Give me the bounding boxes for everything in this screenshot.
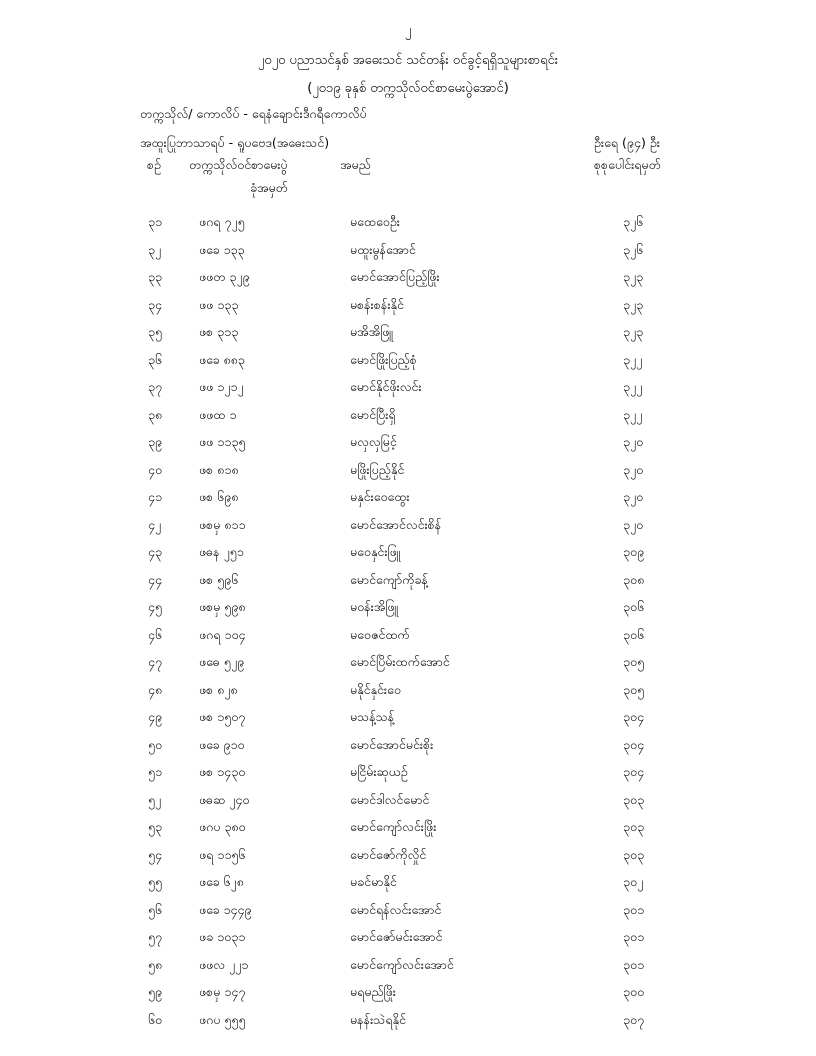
total-score-cell: ၃၀၀ [623, 984, 645, 999]
serial-cell: ၄၃ [148, 544, 163, 559]
roll-number-cell: ဖဓန ၂၅၁ [199, 544, 244, 559]
name-cell: မရမည်ဖြိုး [350, 984, 396, 999]
table-row [0, 678, 816, 706]
serial-cell: ၅၈ [148, 956, 163, 972]
roll-number-cell: ဖဓေ ၅၂၉ [199, 654, 245, 669]
total-score-cell: ၃၀၈ [623, 571, 645, 587]
serial-cell: ၅၄ [148, 846, 163, 862]
table-row [0, 320, 816, 348]
table-row [0, 870, 816, 898]
table-row [0, 210, 816, 238]
name-cell: မောင်ကျော်လင်းဖြိုး [350, 819, 437, 834]
serial-cell: ၄၂ [148, 516, 162, 532]
total-score-cell: ၃၂၀ [623, 516, 644, 532]
roll-number-cell: ဖဂပ ၅၅၅ [199, 1011, 246, 1027]
table-row [0, 485, 816, 513]
table-row [0, 265, 816, 293]
table-row [0, 953, 816, 981]
table-row [0, 403, 816, 431]
results-table [0, 210, 816, 1035]
name-cell: မနှင်းဝေထွေး [350, 489, 410, 504]
name-cell: မစန်းစန်းနိုင် [350, 296, 404, 312]
serial-cell: ၅၂ [148, 791, 162, 807]
total-score-cell: ၃၂၆ [623, 214, 644, 229]
total-score-cell: ၃၂၀ [623, 434, 644, 449]
serial-cell: ၃၃ [148, 269, 163, 284]
serial-cell: ၅၇ [148, 929, 163, 944]
table-row [0, 375, 816, 403]
serial-cell: ၅၆ [148, 901, 163, 917]
serial-cell: ၄၉ [148, 709, 163, 724]
total-score-cell: ၃၂၃ [623, 296, 644, 312]
serial-cell: ၅၉ [148, 984, 163, 999]
total-score-cell: ၃၀၆ [623, 599, 645, 614]
total-score-cell: ၃၂၀ [623, 461, 644, 477]
page-number: ၂ [404, 23, 412, 38]
roll-number-cell: ဖဖထ ၁ [199, 406, 237, 422]
roll-number-cell: ဖခေ ၈၈၃ [199, 351, 245, 367]
name-cell: မောင်ကျော်ကိုခန့် [350, 571, 428, 587]
table-row [0, 980, 816, 1008]
header-roll-number-line2: ခုံအမှတ် [250, 180, 288, 195]
total-score-cell: ၃၂၆ [623, 241, 644, 257]
roll-number-cell: ဖစ ၈၁၈ [199, 461, 239, 477]
header-serial: စဉ် [147, 157, 161, 172]
total-score-cell: ၃၀၄ [623, 736, 645, 752]
university-label: တက္ကသိုလ်/ ကောလိပ် - ရေနံချောင်းဒီဂရီကောလိပ် [140, 106, 367, 121]
name-cell: မဖြိုးပြည့်နိုင် [350, 461, 405, 477]
roll-number-cell: ဖခေ ၁၃၃ [199, 241, 245, 257]
roll-number-cell: ဖစမှ ၅၉၈ [199, 599, 246, 614]
total-score-cell: ၃၀၁ [623, 956, 645, 972]
specialization-label: အထူးပြုဘာသာရပ် - ရူပဗေဒ(အဓေးသင်) [140, 135, 330, 150]
total-score-cell: ၃၀၂ [623, 874, 644, 889]
name-cell: မောင်ပြီးရှိ [350, 406, 396, 422]
document-subtitle: (၂၀၁၉ ခုနှစ် တက္ကသိုလ်ဝင်စာမေးပွဲအောင်) [307, 81, 509, 96]
roll-number-cell: ဖဖ ၁၁၃၅ [199, 434, 246, 449]
serial-cell: ၄၅ [148, 599, 163, 614]
serial-cell: ၄၈ [148, 681, 163, 697]
total-score-cell: ၃၀၉ [623, 544, 645, 559]
serial-cell: ၅၃ [148, 819, 163, 834]
total-score-cell: ၃၀၅ [623, 654, 645, 669]
name-cell: မခင်မာနိုင် [350, 874, 397, 889]
roll-number-cell: ဖဂရ ၁၀၄ [199, 626, 246, 642]
roll-number-cell: ဖဖလ ၂၂၁ [199, 956, 249, 972]
total-score-cell: ၃၀၄ [623, 709, 645, 724]
table-row [0, 623, 816, 651]
header-total-score: စုစုပေါင်းရမှတ် [594, 157, 661, 172]
total-score-cell: ၃၀၃ [623, 819, 645, 834]
table-row [0, 458, 816, 486]
table-row [0, 1008, 816, 1036]
table-row [0, 898, 816, 926]
roll-number-cell: ဖရ ၁၁၅၆ [199, 846, 246, 862]
roll-number-cell: ဖဖ ၁၃၃ [199, 296, 239, 312]
table-row [0, 238, 816, 266]
roll-number-cell: ဖစ ၁၄၃၀ [199, 764, 246, 779]
document-title: ၂၀၂၀ ပညာသင်နှစ် အဓေးသင် သင်တန်း ဝင်ခွင့်ရရှိသူများစာရင်း [257, 53, 559, 68]
name-cell: မငြိမ်းဆုယဉ် [350, 764, 408, 779]
roll-number-cell: ဖခ ၁၀၃၁ [199, 929, 246, 944]
name-cell: မောင်ကျော်လင်းအောင် [350, 956, 454, 972]
table-row [0, 925, 816, 953]
roll-number-cell: ဖစ ၅၉၆ [199, 571, 239, 587]
table-row [0, 815, 816, 843]
total-score-cell: ၃၀၁ [623, 929, 645, 944]
serial-cell: ၃၂ [148, 241, 162, 257]
table-row [0, 293, 816, 321]
name-cell: မဝေနှင်းဖြူ [350, 544, 401, 559]
table-row [0, 788, 816, 816]
serial-cell: ၅၀ [148, 736, 163, 752]
table-row [0, 843, 816, 871]
header-roll-number: တက္ကသိုလ်ဝင်စာမေးပွဲ [189, 157, 288, 172]
serial-cell: ၅၁ [148, 764, 163, 779]
roll-number-cell: ဖဖတ ၃၂၉ [199, 269, 250, 284]
total-score-cell: ၃၀၅ [623, 681, 645, 697]
name-cell: မောင်ဖြိုးပြည့်စုံ [350, 351, 417, 367]
name-cell: မသန့်သန့် [350, 709, 395, 724]
student-count: ဦးရေ (၉၄) ဦး [594, 135, 660, 150]
total-score-cell: ၃၂၃ [623, 269, 644, 284]
roll-number-cell: ဖစ ၃၁၃ [199, 324, 239, 339]
name-cell: မောင်ဇော်မင်းအောင် [350, 929, 443, 944]
total-score-cell: ၃၂၂ [623, 379, 643, 394]
serial-cell: ၃၄ [148, 296, 163, 312]
table-row [0, 568, 816, 596]
roll-number-cell: ဖဖ ၁၂၁၂ [199, 379, 244, 394]
roll-number-cell: ဖခေ ၉၁၀ [199, 736, 245, 752]
serial-cell: ၄၄ [148, 571, 163, 587]
table-row [0, 430, 816, 458]
serial-cell: ၄၀ [148, 461, 163, 477]
total-score-cell: ၃၂၂ [623, 351, 643, 367]
roll-number-cell: ဖခေ ၁၄၄၉ [199, 901, 252, 917]
roll-number-cell: ဖစမှ ၈၁၁ [199, 516, 246, 532]
table-row [0, 513, 816, 541]
serial-cell: ၅၅ [148, 874, 163, 889]
serial-cell: ၄၆ [148, 626, 163, 642]
table-row [0, 595, 816, 623]
serial-cell: ၃၅ [148, 324, 163, 339]
total-score-cell: ၃၀၃ [623, 791, 645, 807]
name-cell: မောင်နိုင်ဖိုးလင်း [350, 379, 422, 394]
serial-cell: ၃၉ [148, 434, 163, 449]
roll-number-cell: ဖစ ၁၅၀၇ [199, 709, 246, 724]
name-cell: မလှလှမြင့် [350, 434, 397, 449]
total-score-cell: ၃၀၁ [623, 901, 645, 917]
name-cell: မောင်အောင်လင်းစိန် [350, 516, 442, 532]
name-cell: မထေဝေဦး [350, 214, 400, 229]
serial-cell: ၆၀ [148, 1011, 163, 1027]
name-cell: မနိုင်နှင်းဝေ [350, 681, 401, 697]
table-row [0, 348, 816, 376]
serial-cell: ၄၇ [148, 654, 163, 669]
total-score-cell: ၃၂၂ [623, 406, 643, 422]
table-row [0, 760, 816, 788]
total-score-cell: ၃၂၀ [623, 489, 644, 504]
serial-cell: ၃၆ [148, 351, 163, 367]
roll-number-cell: ဖခေ ၆၂၈ [199, 874, 244, 889]
roll-number-cell: ဖစမှ ၁၄၇ [199, 984, 246, 999]
name-cell: မထူးမွန်အောင် [350, 241, 416, 257]
name-cell: မောင်ပြိမ်းထက်အောင် [350, 654, 450, 669]
table-row [0, 733, 816, 761]
total-score-cell: ၃၀၆ [623, 626, 645, 642]
header-name: အမည် [340, 157, 371, 172]
name-cell: မောင်ရန်လင်းအောင် [350, 901, 442, 917]
total-score-cell: ၃၂၃ [623, 324, 644, 339]
roll-number-cell: ဖစ ၆၉၈ [199, 489, 239, 504]
roll-number-cell: ဖဂရ ၇၂၅ [199, 214, 245, 229]
serial-cell: ၃၇ [148, 379, 163, 394]
total-score-cell: ၃၀၄ [623, 764, 645, 779]
name-cell: မောင်ဇော်ကိုလှိုင် [350, 846, 427, 862]
roll-number-cell: ဖဓဆ ၂၄၀ [199, 791, 250, 807]
name-cell: မဝေဇင်ထက် [350, 626, 410, 642]
roll-number-cell: ဖဂပ ၃၈၀ [199, 819, 246, 834]
serial-cell: ၃၈ [148, 406, 163, 422]
serial-cell: ၄၁ [148, 489, 163, 504]
roll-number-cell: ဖစ ၈၂၈ [199, 681, 238, 697]
name-cell: မောင်အောင်ပြည့်ဖြိုး [350, 269, 440, 284]
serial-cell: ၃၁ [148, 214, 163, 229]
total-score-cell: ၃၀၇ [623, 1011, 645, 1027]
name-cell: မဝန်းအိဖြူ [350, 599, 399, 614]
name-cell: မအိအိဖြူ [350, 324, 393, 339]
name-cell: မောင်ဒါလင်မောင် [350, 791, 430, 807]
table-row [0, 705, 816, 733]
table-row [0, 650, 816, 678]
name-cell: မနန်းသဲရနိုင် [350, 1011, 406, 1027]
name-cell: မောင်အောင်မင်းစိုး [350, 736, 434, 752]
total-score-cell: ၃၀၃ [623, 846, 645, 862]
table-row [0, 540, 816, 568]
